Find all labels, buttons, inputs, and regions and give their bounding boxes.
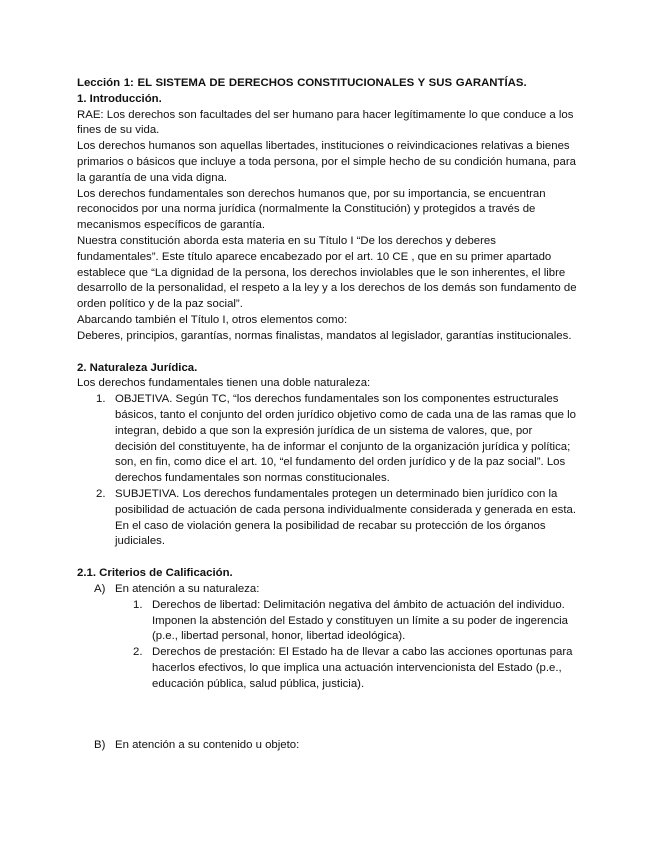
criterion-letter: B) <box>94 739 106 752</box>
section-2-heading: 2. Naturaleza Jurídica. <box>77 361 198 374</box>
paragraph-constitution-title-i: Nuestra constitución aborda esta materia en su Título I “De los derechos y deberes fundamentales”. Este título aparece encabezado por el art. 10 CE , que en su primer apartado establece que “La dignidad de la persona, los derechos inviolables que le son inherentes, el libre desarrollo de la personalidad, el respeto a la ley y a los derechos de los demás son fundamento de orden político y de la paz social”. <box>77 234 577 311</box>
paragraph-other-elements-list: Deberes, principios, garantías, normas finalistas, mandatos al legislador, garantías institucionales. <box>77 329 572 342</box>
list-item-text: Derechos de libertad: Delimitación negativa del ámbito de actuación del individuo. Imponen la abstención del Estado y constituyen un límite a su poder de ingerencia (p.e., libertad personal, honor, libertad ideológica). <box>152 598 569 643</box>
paragraph-human-rights: Los derechos humanos son aquellas libertades, instituciones o reivindicaciones relativas a bienes primarios o básicos que incluye a toda persona, por el simple hecho de su condición humana, para la garantía de una vida digna. <box>77 140 576 184</box>
list-item-text: Derechos de prestación: El Estado ha de llevar a cabo las acciones oportunas para hacerlos efectivos, lo que implica una actuación intervencionista del Estado (p.e., educación pública, salud pública, justicia). <box>152 646 573 690</box>
list-item-number: 1. <box>96 393 106 406</box>
paragraph-other-elements-intro: Abarcando también el Título I, otros elementos como: <box>77 313 348 326</box>
list-item-derechos-libertad <box>77 598 577 645</box>
list-item-text: SUBJETIVA. Los derechos fundamentales protegen un determinado bien jurídico con la posibilidad de actuación de cada persona individualmente considerada y generada en esta. En el caso de violación genera la posibilidad de recabar su protección de los órganos judiciales. <box>115 487 577 548</box>
document-page <box>77 76 577 754</box>
list-item-derechos-prestacion <box>77 645 577 692</box>
criterion-text: En atención a su contenido u objeto: <box>115 739 300 752</box>
spacer <box>77 692 577 738</box>
criterion-a <box>77 582 577 598</box>
paragraph-rae-definition: RAE: Los derechos son facultades del ser humano para hacer legítimamente lo que conduce a los fines de su vida. <box>77 108 574 137</box>
criterion-letter: A) <box>94 582 106 595</box>
list-item-subjetiva <box>77 487 577 550</box>
criterion-b <box>77 738 577 754</box>
lesson-title: Lección 1: EL SISTEMA DE DERECHOS CONSTITUCIONALES Y SUS GARANTÍAS. <box>77 77 527 89</box>
list-item-number: 2. <box>133 646 143 659</box>
list-item-objetiva <box>77 392 577 487</box>
spacer <box>77 550 577 566</box>
list-item-text: OBJETIVA. Según TC, “los derechos fundamentales son los componentes estructurales básicos, tanto el conjunto del orden jurídico objetivo como de cada una de las ramas que lo integran, debido a que son la expresión jurídica de un sistema de valores, que, por decisión del constituyente, ha de informar el conjunto de la organización jurídica y política; son, en fin, como dice el art. 10, “el fundamento del orden jurídico y de la paz social”. Los derechos fundamentales son normas constitucionales. <box>115 393 576 485</box>
list-item-number: 1. <box>133 598 143 611</box>
paragraph-fundamental-rights: Los derechos fundamentales son derechos humanos que, por su importancia, se encuentran reconocidos por una norma jurídica (normalmente la Constitución) y protegidos a través de mecanismos específicos de garantía. <box>77 187 546 232</box>
section-1-heading: 1. Introducción. <box>77 92 162 105</box>
list-item-number: 2. <box>96 487 106 500</box>
section-2-intro: Los derechos fundamentales tienen una doble naturaleza: <box>77 377 371 390</box>
spacer <box>77 345 577 361</box>
section-2-1-heading: 2.1. Criterios de Calificación. <box>77 567 233 580</box>
criterion-text: En atención a su naturaleza: <box>115 582 260 595</box>
